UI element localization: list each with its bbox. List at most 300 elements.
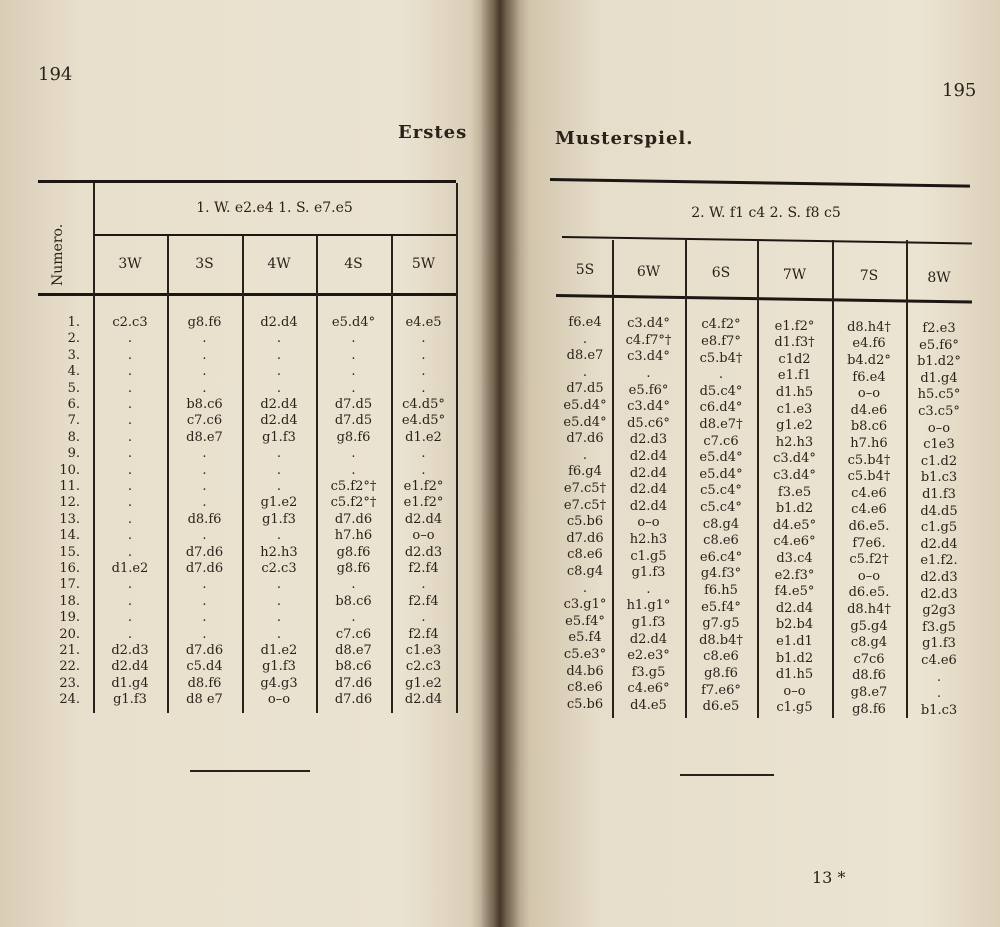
table-cell: c4.d5° bbox=[402, 397, 445, 412]
table-cell: c1d2 bbox=[778, 351, 811, 367]
table-cell: g1.f3 bbox=[113, 692, 147, 708]
right-col-header: 7S bbox=[859, 268, 879, 284]
table-cell: d3.c4 bbox=[776, 551, 813, 566]
table-cell: b1.d2° bbox=[917, 354, 961, 370]
table-cell: c5.f2† bbox=[849, 552, 889, 568]
table-cell: e7.c5† bbox=[563, 497, 607, 513]
table-cell: . bbox=[202, 331, 207, 347]
row-number: 18. bbox=[59, 593, 80, 609]
table-cell: d2.d3 bbox=[404, 544, 443, 560]
table-cell: d8.e7 bbox=[335, 643, 372, 658]
table-cell: h2.h3 bbox=[629, 532, 668, 547]
table-cell: b1.d2 bbox=[775, 650, 814, 666]
table-cell: . bbox=[421, 446, 426, 462]
end-rule-right bbox=[680, 774, 774, 776]
table-cell: c5.d4 bbox=[186, 659, 223, 675]
table-cell: e5.d4° bbox=[563, 398, 607, 413]
table-cell: c5.b4† bbox=[847, 469, 891, 485]
table-cell: . bbox=[276, 446, 282, 462]
table-cell: e1.d1 bbox=[776, 634, 813, 649]
table-cell: b8.c6 bbox=[186, 397, 223, 412]
row-number: 7. bbox=[67, 413, 80, 429]
table-cell: g8.f6 bbox=[187, 315, 222, 330]
table-cell: o–o bbox=[927, 420, 951, 436]
table-cell: g8.f6 bbox=[704, 666, 738, 681]
table-cell: . bbox=[582, 331, 588, 347]
table-cell: c1.g5 bbox=[776, 700, 813, 716]
table-cell: c5.c4° bbox=[700, 483, 742, 499]
table-cell: e2.e3° bbox=[627, 648, 670, 664]
table-cell: f4.e5° bbox=[774, 584, 815, 600]
table-cell: . bbox=[127, 511, 133, 527]
table-cell: d2.d4 bbox=[629, 482, 668, 498]
table-cell: . bbox=[936, 686, 942, 702]
table-cell: c5.c4° bbox=[700, 500, 742, 515]
table-cell: d2.d4 bbox=[404, 511, 443, 527]
table-cell: e7.c5† bbox=[563, 481, 607, 496]
table-cell: c2.c3 bbox=[261, 561, 297, 576]
table-cell: c8.e6 bbox=[567, 680, 603, 696]
table-cell: d7.d6 bbox=[185, 544, 224, 560]
table-cell: . bbox=[202, 380, 207, 396]
table-cell: e5.d4° bbox=[331, 315, 376, 330]
table-cell: c5.b4† bbox=[699, 350, 743, 366]
table-cell: f6.h5 bbox=[704, 583, 738, 598]
table-cell: d2.d3 bbox=[920, 570, 958, 585]
table-cell: . bbox=[718, 367, 724, 383]
table-cell: f6.e4 bbox=[852, 369, 886, 385]
table-cell: o–o bbox=[637, 515, 660, 531]
table-cell: . bbox=[202, 462, 207, 478]
table-cell: e4.f6 bbox=[852, 336, 886, 352]
table-cell: c8.e6 bbox=[703, 649, 739, 665]
table-cell: . bbox=[421, 577, 426, 593]
table-cell: c3.d4° bbox=[773, 468, 816, 483]
table-cell: f2.f4 bbox=[408, 626, 439, 642]
table-cell: . bbox=[276, 479, 282, 494]
right-col-header: 6W bbox=[636, 263, 661, 280]
table-cell: c3.d4° bbox=[773, 451, 816, 467]
table-cell: e8.f7° bbox=[701, 334, 741, 349]
table-cell: . bbox=[127, 446, 133, 462]
table-cell: d2.d4 bbox=[260, 315, 298, 330]
table-cell: c7.c6 bbox=[186, 413, 223, 429]
table-cell: f2.f4 bbox=[408, 561, 439, 576]
table-cell: . bbox=[276, 626, 282, 642]
table-cell: . bbox=[276, 528, 282, 544]
table-cell: d8.b4† bbox=[699, 632, 743, 648]
row-number: 21. bbox=[59, 643, 80, 658]
table-cell: f6.e4 bbox=[568, 315, 602, 330]
table-cell: f7.e6° bbox=[701, 682, 741, 698]
table-cell: d7.d6 bbox=[566, 431, 604, 447]
table-cell: g8.f6 bbox=[336, 544, 371, 560]
table-cell: e5.f4° bbox=[701, 599, 741, 615]
left-col-header: 3S bbox=[195, 256, 214, 272]
table-cell: d1.g4 bbox=[111, 675, 149, 691]
table-cell: d7.d6 bbox=[334, 692, 373, 708]
table-cell: g1.f3 bbox=[262, 429, 296, 445]
table-cell: c7c6 bbox=[853, 651, 885, 667]
table-cell: e1.f2° bbox=[403, 495, 444, 511]
table-cell: . bbox=[202, 347, 207, 363]
table-cell: . bbox=[276, 364, 282, 380]
table-cell: h7.h6 bbox=[850, 436, 888, 451]
row-number: 16. bbox=[59, 561, 80, 576]
left-col-header: 4S bbox=[344, 256, 363, 272]
table-cell: c5.b6 bbox=[566, 696, 604, 712]
table-cell: . bbox=[646, 581, 651, 597]
table-cell: . bbox=[351, 331, 356, 347]
table-cell: g5.g4 bbox=[850, 618, 888, 634]
heading-left: Erstes bbox=[398, 122, 468, 143]
table-cell: c1.e3 bbox=[776, 401, 813, 417]
table-cell: . bbox=[421, 364, 426, 380]
table-cell: d7.d6 bbox=[334, 675, 373, 691]
table-cell: e5.d4° bbox=[699, 450, 743, 466]
table-cell: c4.e6° bbox=[773, 534, 816, 550]
row-number: 22. bbox=[59, 659, 80, 675]
table-cell: c3.d4° bbox=[627, 316, 670, 332]
table-cell: e2.f3° bbox=[774, 567, 815, 583]
table-cell: . bbox=[276, 380, 282, 396]
table-cell: c8.g4 bbox=[850, 635, 888, 651]
table-cell: d7.d5 bbox=[334, 397, 373, 412]
group-header-left: 1. W. e2.e4 1. S. e7.e5 bbox=[196, 200, 353, 216]
table-cell: d4.e5 bbox=[630, 698, 667, 713]
table-cell: e1.f1 bbox=[777, 368, 812, 384]
table-cell: d8.e7† bbox=[699, 417, 743, 432]
table-cell: d8.h4† bbox=[847, 602, 891, 617]
table-cell: d7.d6 bbox=[185, 561, 224, 576]
table-cell: d8.e7 bbox=[566, 348, 604, 364]
table-cell: . bbox=[127, 380, 133, 396]
table-cell: . bbox=[351, 364, 356, 380]
left-col-header: 4W bbox=[267, 256, 291, 272]
table-cell: f3.g5 bbox=[922, 619, 956, 635]
table-cell: . bbox=[936, 669, 942, 685]
table-cell: . bbox=[351, 446, 356, 462]
table-cell: b1.c3 bbox=[920, 702, 958, 718]
table-cell: . bbox=[202, 495, 207, 511]
table-cell: . bbox=[351, 380, 356, 396]
table-cell: d1.h5 bbox=[775, 667, 814, 683]
table-cell: g7.g5 bbox=[702, 616, 740, 632]
table-cell: b4.d2° bbox=[847, 353, 891, 368]
table-cell: d1.g4 bbox=[920, 370, 958, 386]
left-col-header: 3W bbox=[118, 256, 142, 272]
row-number: 17. bbox=[59, 577, 80, 593]
end-rule-left bbox=[190, 770, 310, 772]
table-top-rule-left bbox=[38, 180, 456, 183]
row-number: 19. bbox=[59, 610, 80, 626]
table-cell: c1.g5 bbox=[630, 548, 667, 564]
table-cell: c3.d4° bbox=[627, 349, 670, 365]
table-cell: . bbox=[202, 626, 207, 642]
row-number: 24. bbox=[59, 692, 80, 708]
table-cell: d4.b6 bbox=[566, 663, 604, 679]
table-cell: . bbox=[582, 447, 588, 463]
table-cell: c4.e6 bbox=[921, 653, 957, 668]
table-cell: c5.b6 bbox=[566, 514, 604, 530]
signature-mark: 13 * bbox=[812, 868, 846, 887]
table-cell: . bbox=[351, 610, 356, 626]
table-cell: c8.g4 bbox=[566, 564, 604, 579]
table-cell: . bbox=[127, 593, 133, 609]
table-cell: c4.e6 bbox=[851, 502, 887, 518]
table-cell: f6.g4 bbox=[568, 464, 602, 480]
table-cell: g8.f6 bbox=[336, 561, 371, 576]
table-cell: c3.d4° bbox=[627, 399, 670, 415]
table-cell: c7.c6 bbox=[335, 626, 372, 642]
table-cell: . bbox=[351, 347, 356, 363]
table-cell: e1.f2° bbox=[774, 318, 815, 334]
table-cell: . bbox=[127, 544, 133, 560]
table-cell: o–o bbox=[857, 386, 881, 402]
table-cell: d2.d3 bbox=[111, 643, 149, 658]
table-cell: d5.c4° bbox=[699, 383, 743, 399]
row-number: 15. bbox=[59, 544, 80, 560]
table-cell: b8.c6 bbox=[335, 593, 372, 609]
table-cell: . bbox=[351, 577, 356, 593]
table-cell: d2.d4 bbox=[775, 600, 814, 616]
table-cell: g1.f3 bbox=[262, 511, 296, 527]
row-number: 5. bbox=[67, 380, 80, 396]
table-cell: o–o bbox=[857, 568, 881, 584]
table-cell: d2.d4 bbox=[629, 465, 668, 481]
table-cell: e5.d4° bbox=[563, 414, 607, 430]
table-cell: g8.e7 bbox=[850, 685, 888, 700]
table-cell: d2.d4 bbox=[111, 659, 149, 675]
table-cell: e5.f4 bbox=[568, 630, 602, 646]
table-cell: d8.f6 bbox=[187, 675, 222, 691]
row-number: 8. bbox=[67, 429, 80, 445]
table-cell: e1.f2° bbox=[403, 479, 444, 494]
row-number: 2. bbox=[67, 331, 80, 347]
table-cell: c1.g5 bbox=[920, 520, 958, 536]
table-cell: h2.h3 bbox=[260, 544, 298, 560]
table-cell: h5.c5° bbox=[917, 387, 961, 403]
table-cell: o–o bbox=[412, 528, 435, 544]
table-cell: d7.d6 bbox=[185, 643, 224, 658]
table-cell: d6.e5 bbox=[702, 699, 740, 715]
table-cell: . bbox=[276, 347, 282, 363]
table-cell: c4.e6° bbox=[627, 681, 670, 697]
table-cell: . bbox=[276, 462, 282, 478]
table-cell: . bbox=[127, 331, 133, 347]
table-cell: c2.c3 bbox=[405, 659, 442, 675]
table-cell: . bbox=[421, 347, 426, 363]
table-cell: . bbox=[351, 462, 356, 478]
table-cell: d8.f6 bbox=[852, 668, 886, 684]
table-cell: f7e6. bbox=[852, 535, 886, 551]
table-cell: . bbox=[646, 366, 651, 381]
table-cell: d7.d6 bbox=[334, 511, 373, 527]
row-number: 13. bbox=[59, 511, 80, 527]
book-gutter bbox=[470, 0, 530, 927]
table-cell: c5.b4† bbox=[847, 452, 891, 468]
left-col-header: 5W bbox=[411, 256, 436, 272]
table-cell: . bbox=[127, 610, 133, 626]
table-cell: e5.f6° bbox=[919, 337, 959, 353]
numero-label: Numero. bbox=[50, 223, 66, 286]
table-cell: b1.d2 bbox=[775, 501, 814, 517]
table-cell: d8.f6 bbox=[187, 511, 222, 527]
table-cell: e5.f6° bbox=[628, 382, 669, 398]
table-cell: g1.e2 bbox=[260, 495, 298, 511]
table-cell: d1.e2 bbox=[260, 643, 298, 658]
table-cell: d7.d6 bbox=[566, 530, 604, 546]
table-cell: . bbox=[276, 331, 282, 347]
table-cell: g2g3 bbox=[922, 603, 956, 619]
table-cell: . bbox=[202, 446, 207, 462]
row-number: 3. bbox=[67, 347, 80, 363]
table-cell: c3.g1° bbox=[563, 597, 607, 613]
table-cell: . bbox=[202, 593, 207, 609]
table-cell: . bbox=[127, 364, 133, 380]
table-cell: c2.c3 bbox=[112, 315, 148, 330]
table-cell: . bbox=[127, 462, 133, 478]
table-cell: g1.e2 bbox=[405, 675, 442, 691]
table-cell: d2.d3 bbox=[629, 432, 668, 448]
row-number: 9. bbox=[67, 446, 80, 462]
heading-right: Musterspiel. bbox=[555, 128, 694, 149]
table-cell: g1.f3 bbox=[922, 636, 956, 652]
table-cell: c1e3 bbox=[923, 437, 955, 453]
row-number: 10. bbox=[59, 462, 80, 478]
table-cell: d1.e2 bbox=[111, 561, 149, 576]
table-cell: g4.f3° bbox=[700, 566, 742, 582]
table-cell: c5.e3° bbox=[563, 647, 607, 662]
table-cell: d2.d4 bbox=[629, 449, 668, 464]
table-cell: d6.e5. bbox=[848, 519, 890, 534]
table-cell: d2.d4 bbox=[920, 536, 958, 552]
row-number: 1. bbox=[67, 315, 80, 330]
table-cell: e4.e5 bbox=[405, 315, 442, 330]
table-cell: e5.d4° bbox=[699, 466, 743, 482]
table-cell: . bbox=[127, 577, 133, 593]
table-cell: g1.f3 bbox=[631, 615, 666, 630]
table-cell: . bbox=[127, 429, 133, 445]
table-cell: c8.e6 bbox=[567, 547, 603, 563]
table-cell: d2.d4 bbox=[260, 397, 298, 412]
table-cell: f3.g5 bbox=[631, 664, 666, 680]
table-cell: d4.e5° bbox=[772, 517, 817, 533]
header-bottom-rule-left bbox=[38, 293, 456, 296]
right-col-header: 6S bbox=[711, 265, 731, 281]
right-col-header: 7W bbox=[782, 266, 807, 283]
table-cell: c1.d2 bbox=[920, 453, 958, 469]
table-cell: . bbox=[202, 479, 207, 494]
table-cell: c7.c6 bbox=[703, 433, 739, 449]
table-cell: . bbox=[202, 364, 207, 380]
table-cell: d7.d5 bbox=[334, 413, 373, 429]
table-cell: c4.f7°† bbox=[625, 332, 672, 348]
table-cell: d4.e6 bbox=[850, 402, 888, 418]
right-col-header: 8W bbox=[927, 269, 951, 286]
table-cell: . bbox=[127, 413, 133, 429]
table-cell: g1.f3 bbox=[262, 659, 296, 675]
page-number-left: 194 bbox=[38, 64, 73, 85]
row-number: 4. bbox=[67, 364, 80, 380]
table-cell: e6.c4° bbox=[699, 549, 743, 565]
table-cell: . bbox=[421, 610, 426, 626]
table-cell: . bbox=[582, 580, 588, 596]
group-header-right: 2. W. f1 c4 2. S. f8 c5 bbox=[691, 205, 841, 221]
table-cell: d2.d3 bbox=[920, 586, 958, 602]
table-cell: c5.f2°† bbox=[330, 495, 377, 511]
left-col-divider bbox=[456, 183, 458, 713]
table-cell: d4.d5 bbox=[920, 503, 958, 519]
table-cell: b2.b4 bbox=[775, 617, 814, 633]
table-cell: . bbox=[202, 610, 207, 626]
table-cell: c3.c5° bbox=[918, 404, 960, 419]
table-cell: . bbox=[276, 593, 282, 609]
table-cell: f3.e5 bbox=[777, 484, 812, 500]
table-cell: b8.c6 bbox=[335, 659, 372, 675]
table-cell: . bbox=[276, 610, 282, 626]
table-cell: o–o bbox=[267, 692, 291, 708]
table-cell: . bbox=[276, 577, 282, 593]
table-cell: . bbox=[127, 397, 133, 412]
table-cell: o–o bbox=[783, 683, 806, 699]
table-cell: . bbox=[127, 495, 133, 511]
row-number: 6. bbox=[67, 397, 80, 412]
table-cell: d8 e7 bbox=[186, 692, 223, 708]
table-cell: g8.f6 bbox=[852, 701, 886, 717]
table-cell: e4.d5° bbox=[401, 413, 446, 429]
table-cell: d1.f3 bbox=[922, 487, 956, 502]
table-cell: e1.f2. bbox=[920, 553, 958, 569]
row-number: 12. bbox=[59, 495, 80, 511]
table-cell: h2.h3 bbox=[775, 434, 814, 450]
table-cell: g4.g3 bbox=[260, 675, 298, 691]
table-cell: . bbox=[421, 380, 426, 396]
table-cell: d1.e2 bbox=[405, 429, 442, 445]
row-number: 20. bbox=[59, 626, 80, 642]
row-number: 14. bbox=[59, 528, 80, 544]
table-cell: c8.g4 bbox=[702, 516, 740, 532]
table-cell: d5.c6° bbox=[627, 415, 670, 431]
table-cell: c1.e3 bbox=[405, 643, 442, 658]
table-cell: c4.e6 bbox=[851, 485, 887, 501]
group-rule-left bbox=[93, 234, 456, 236]
table-cell: h7.h6 bbox=[334, 528, 373, 544]
table-cell: b1.c3 bbox=[920, 470, 958, 486]
table-cell: d1.f3† bbox=[774, 335, 815, 351]
table-cell: d2.d4 bbox=[629, 631, 668, 647]
table-cell: d7.d5 bbox=[566, 381, 604, 397]
table-cell: d8.h4† bbox=[847, 319, 891, 335]
table-cell: . bbox=[127, 528, 133, 544]
table-cell: . bbox=[582, 364, 588, 380]
table-cell: g1.f3 bbox=[631, 565, 666, 581]
right-col-header: 5S bbox=[575, 262, 595, 278]
row-number: 11. bbox=[59, 479, 80, 494]
table-cell: . bbox=[421, 462, 426, 478]
table-cell: c6.d4° bbox=[699, 400, 743, 416]
table-cell: c4.f2° bbox=[701, 317, 741, 333]
table-cell: g8.f6 bbox=[336, 429, 371, 445]
table-cell: d1.h5 bbox=[775, 385, 814, 400]
table-cell: . bbox=[127, 626, 133, 642]
table-cell: c5.f2°† bbox=[330, 479, 377, 494]
table-cell: f2.f4 bbox=[408, 593, 439, 609]
table-cell: d2.d4 bbox=[260, 413, 298, 429]
table-cell: g1.e2 bbox=[776, 418, 813, 434]
page-number-right: 195 bbox=[942, 80, 977, 101]
table-cell: . bbox=[127, 479, 133, 494]
